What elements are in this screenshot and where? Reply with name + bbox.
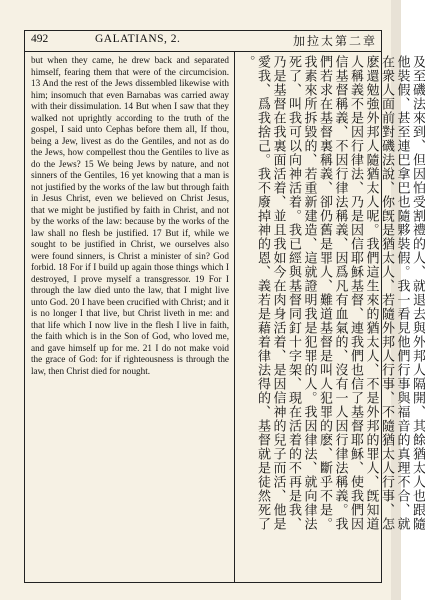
chinese-column: [239, 55, 425, 580]
page-frame: [24, 30, 425, 583]
chinese-running-title: 加拉太第二章: [292, 34, 377, 48]
english-column: [31, 55, 229, 580]
english-text: but when they came, he drew back and separated himself, fearing them that were of the circumcision. 13 And the rest of the Jews dissembled likewise with him; insomuch that even Barnabas was carried away with their dissimulation. 14 But when I saw that they walked not uprightly according to the truth of the gospel, I said unto Cephas before them all, If thou, being a Jew, livest as do the Gentiles, and not as do the Jews, how compellest thou the Gentiles to live as do the Jews? 15 We being Jews by nature, and not sinners of the Gentiles, 16 yet knowing that a man is not justified by the works of the law but through faith in Jesus Christ, even we believed on Christ Jesus, that we might be justified by faith in Christ, and not by the works of the law: because by the works of the law shall no flesh be justified. 17 But if, while we sought to be justified in Christ, we ourselves also were found sinners, is Christ a minister of sin? God forbid. 18 For if I build up again those things which I destroyed, I prove myself a transgressor. 19 For I through the law died unto the law, that I might live unto God. 20 I have been crucified with Christ; and it is no longer I that live, but Christ liveth in me: and that life which I now live in the flesh I live in faith, the faith which is in the Son of God, who loved me, and gave himself up for me. 21 I do not make void the grace of God: for if righteousness is through the law, then Christ died for nought.: [31, 55, 229, 376]
chinese-text: 及至磯法來到、但因怕受割禮的人、就退去與外邦人隔開、其餘猶太人也跟隨 他裝假、甚至連巴拿巴也隨夥裝假。我一看見他們行事與福音的真理不合、就 在衆人面前對磯法說、你旣是猶太人、若隨外邦人行事、不隨猶太人行事、怎 麽還勉強外邦人隨猶太人呢。我們這生來的猶太人、不是外邦的罪人、旣知道 人稱義不是因行律法、乃是因信耶穌基督、連我們也信了基督耶穌、使我們因 信基督稱義、不因行律法稱義、因爲凡有血氣的、沒有一人因行律法稱義。我 們若求在基督裏稱義、卻仍舊是罪人、難道基督是叫人犯罪的麽、斷乎不是。 我素來所拆毀的、若重新建造、這就證明我是犯罪的人。我因律法、就向律法 死了、叫我可以向神活着。我已經與基督同釘十字架、現在活着的不再是我、 乃是基督在我裏面活着、並且我如今在肉身活着、是因信神的兒子而活、他是 愛我、爲我捨己。我不廢掉神的恩、義若是藉着律法得的、基督就是徒然死了 。: [239, 55, 425, 531]
page-number: 492: [31, 33, 49, 45]
running-title: GALATIANS, 2.: [95, 33, 181, 45]
header-rule: [25, 51, 381, 52]
column-divider: [234, 51, 235, 582]
